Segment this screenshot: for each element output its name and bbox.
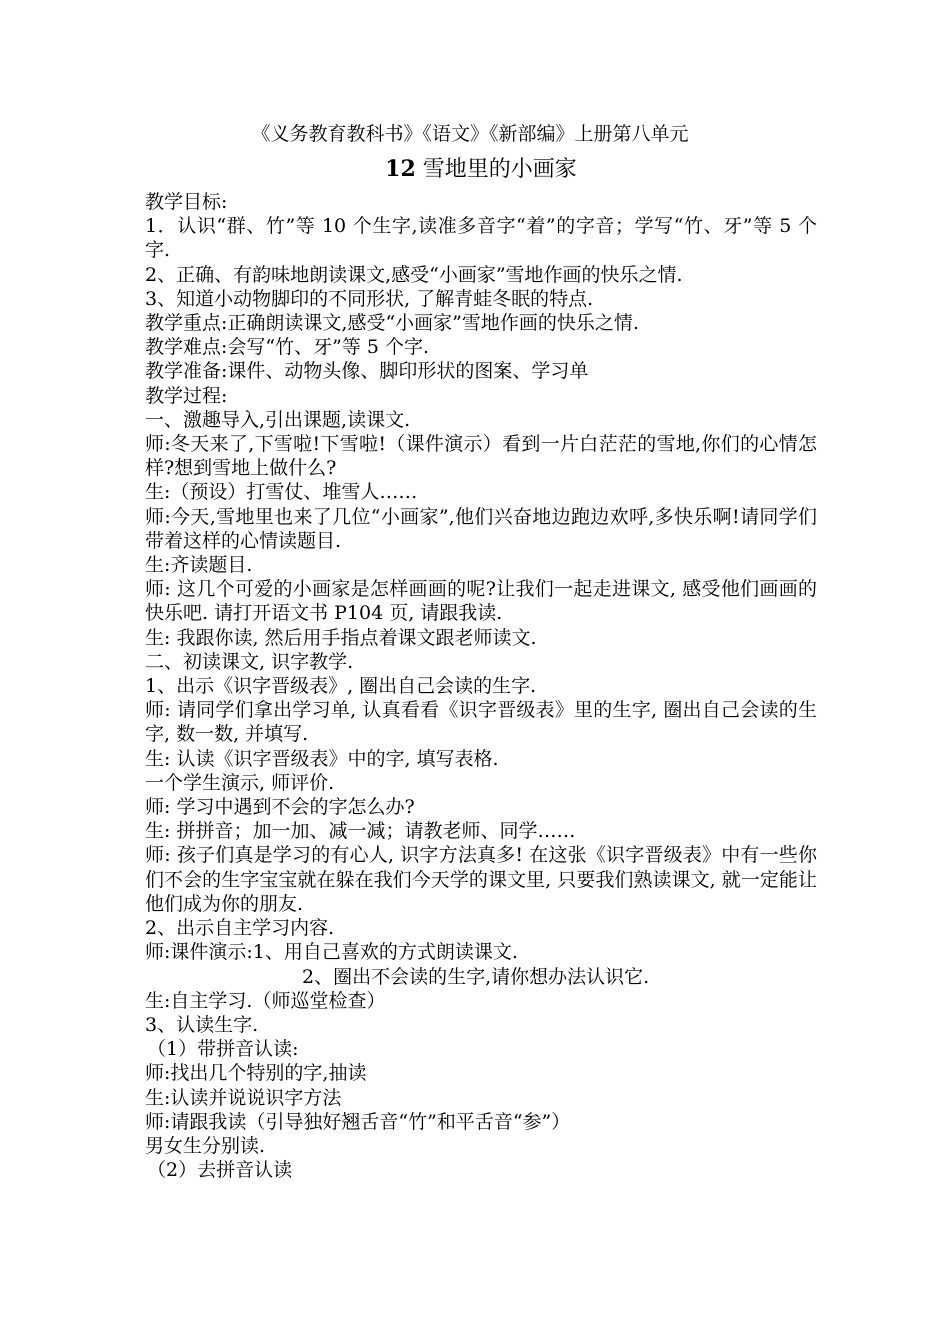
text-line: 一个学生演示, 师评价. <box>145 771 335 794</box>
text-line: 1、出示《识字晋级表》, 圈出自己会读的生字. <box>145 675 537 698</box>
text-line: 师:课件演示:1、用自己喜欢的方式朗读课文. <box>145 941 518 964</box>
text-line: 一、激趣导入,引出课题,读课文. <box>145 408 411 431</box>
text-line: 教学难点:会写“竹、牙”等 5 个字. <box>145 336 430 359</box>
text-line: 师: 请同学们拿出学习单, 认真看看《识字晋级表》里的生字, 圈出自己会读的生字, 数一数, 并填写. <box>145 699 817 746</box>
text-line: 师: 孩子们真是学习的有心人, 识字方法真多! 在这张《识字晋级表》中有一些你们不会的生字宝宝就在躲在我们今天学的课文里, 只要我们熟读课文, 就一定能让他们成为你的朋友. <box>145 844 817 915</box>
text-line: 2、出示自主学习内容. <box>145 917 335 940</box>
text-line: 生:齐读题目. <box>145 554 253 577</box>
text-line: 2、正确、有韵味地朗读课文,感受“小画家”雪地作画的快乐之情. <box>145 263 683 286</box>
text-line: 1．认识“群、竹”等 10 个生字,读准多音字“着”的字音；学写“竹、牙”等 5 个字. <box>145 215 817 262</box>
text-line: 师: 这几个可爱的小画家是怎样画画的呢?让我们一起走进课文, 感受他们画画的快乐吧. 请打开语文书 P104 页, 请跟我读. <box>145 578 817 625</box>
document-header: 《义务教育教科书》《语文》《新部编》上册第八单元 <box>251 123 689 145</box>
text-line: 师: 学习中遇到不会的字怎么办? <box>145 796 415 819</box>
text-line: 生:（预设）打雪仗、堆雪人…… <box>145 481 418 504</box>
text-line: 3、认读生字. <box>145 1013 259 1036</box>
lesson-title <box>145 150 817 190</box>
text-line: 教学重点:正确朗读课文,感受“小画家”雪地作画的快乐之情. <box>145 312 639 335</box>
text-line: 师:找出几个特别的字,抽读 <box>145 1062 367 1085</box>
lesson-body <box>145 190 817 1182</box>
text-line: 男女生分别读. <box>145 1134 266 1157</box>
lesson-title-text: 雪地里的小画家 <box>422 157 577 182</box>
text-line: 生: 拼拼音；加一加、减一减；请教老师、同学…… <box>145 820 576 843</box>
text-line: 生: 我跟你读, 然后用手指点着课文跟老师读文. <box>145 626 537 649</box>
text-line: 二、初读课文, 识字教学. <box>145 650 354 673</box>
text-line: 2、圈出不会读的生字,请你想办法认识它. <box>302 965 650 988</box>
text-line: 师:今天,雪地里也来了几位“小画家”,他们兴奋地边跑边欢呼,多快乐啊!请同学们带着这样的心情读题目. <box>145 505 817 552</box>
text-line: 师:冬天来了,下雪啦!下雪啦!（课件演示）看到一片白茫茫的雪地,你们的心情怎样?想到雪地上做什么? <box>145 433 817 480</box>
text-line: 生: 认读《识字晋级表》中的字, 填写表格. <box>145 747 499 770</box>
text-line: （1）带拼音认读: <box>147 1038 299 1061</box>
text-line: 师:请跟我读（引导独好翘舌音“竹”和平舌音“参”） <box>145 1110 571 1133</box>
text-line: （2）去拼音认读 <box>147 1159 293 1182</box>
text-line: 教学过程: <box>145 384 228 407</box>
text-line: 生:自主学习.（师巡堂检查） <box>145 989 386 1012</box>
document-page <box>145 118 817 1182</box>
text-line: 3、知道小动物脚印的不同形状, 了解青蛙冬眠的特点. <box>145 287 594 310</box>
text-line: 教学目标: <box>145 191 228 213</box>
lesson-number: 12 <box>385 156 416 182</box>
text-line: 教学准备:课件、动物头像、脚印形状的图案、学习单 <box>145 360 589 383</box>
text-line: 生:认读并说说识字方法 <box>145 1086 342 1109</box>
